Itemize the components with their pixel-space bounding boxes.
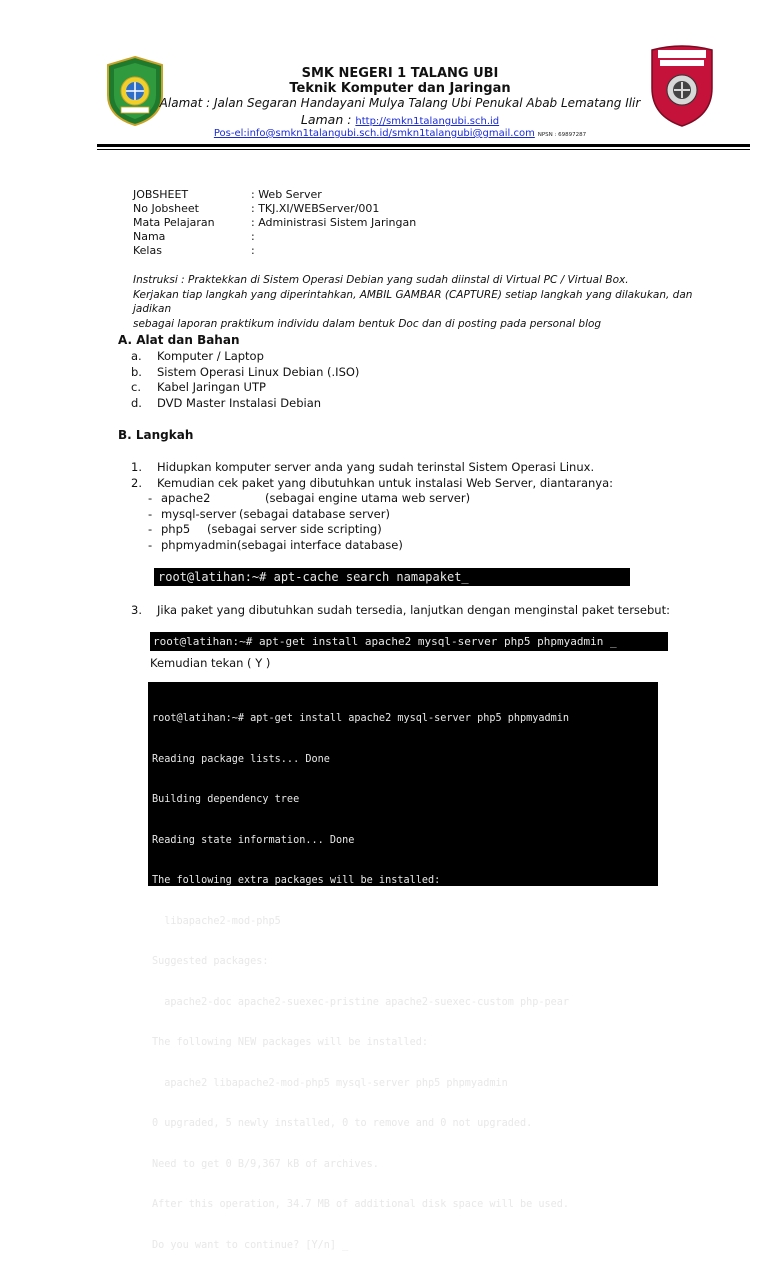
- step-number: 3.: [131, 603, 142, 617]
- step-text: Kemudian cek paket yang dibutuhkan untuk instalasi Web Server, diantaranya:: [157, 475, 614, 490]
- terminal-line: Reading state information... Done: [152, 834, 355, 846]
- package-item: [148, 507, 470, 523]
- header-divider-thick: [97, 144, 750, 147]
- instruction-line: Kerjakan tiap langkah yang diperintahkan, AMBIL GAMBAR (CAPTURE) setiap langkah yang dilakukan, dan jadikan: [133, 288, 693, 315]
- step-item: [131, 603, 670, 619]
- list-item-text: Kabel Jaringan UTP: [157, 380, 266, 394]
- step-3: [131, 603, 670, 619]
- terminal-line: Reading package lists... Done: [152, 753, 330, 765]
- terminal-line: Suggested packages:: [152, 956, 269, 967]
- info-value: : Web Server: [251, 188, 322, 201]
- info-row: [133, 244, 416, 258]
- step-item: [131, 460, 613, 476]
- website-label: Laman :: [300, 112, 356, 127]
- section-a-title: A. Alat dan Bahan: [118, 333, 240, 347]
- press-y-note: Kemudian tekan ( Y ): [150, 656, 271, 670]
- list-item: [131, 396, 359, 412]
- terminal-line: 0 upgraded, 5 newly installed, 0 to remove and 0 not upgraded.: [152, 1118, 533, 1129]
- list-item-text: Sistem Operasi Linux Debian (.ISO): [157, 364, 360, 379]
- school-address: Alamat : Jalan Segaran Handayani Mulya Talang Ubi Penukal Abab Lematang Ilir: [159, 96, 641, 110]
- steps-1-2: [131, 460, 613, 491]
- tools-list: [131, 349, 359, 411]
- info-key: Kelas: [133, 244, 162, 257]
- email-line: [150, 128, 650, 139]
- info-value: :: [251, 244, 255, 257]
- step-number: 1.: [131, 460, 142, 474]
- package-desc: (sebagai server side scripting): [207, 522, 382, 536]
- instruction-line: sebagai laporan praktikum individu dalam bentuk Doc dan di posting pada personal blog: [133, 317, 602, 330]
- package-name: mysql-server: [161, 506, 237, 521]
- website-line: [150, 112, 650, 127]
- terminal-apt-cache-screenshot: root@latihan:~# apt-cache search namapaket_: [154, 568, 630, 586]
- jobsheet-info-table: [133, 188, 416, 258]
- list-marker: a.: [131, 349, 142, 363]
- step-item: [131, 476, 613, 492]
- step-number: 2.: [131, 475, 142, 490]
- list-item: [131, 365, 359, 381]
- info-row: [133, 188, 416, 202]
- package-desc: (sebagai engine utama web server): [265, 491, 471, 505]
- terminal-line: Building dependency tree: [152, 794, 300, 805]
- header-divider-thin: [97, 149, 750, 150]
- email-link[interactable]: Pos-el:info@smkn1talangubi.sch.id/smkn1talangubi@gmail.com: [213, 128, 535, 139]
- package-list: [148, 491, 470, 553]
- terminal-line: The following NEW packages will be installed:: [152, 1037, 429, 1048]
- list-item: [131, 380, 359, 396]
- package-bullet: -: [148, 537, 153, 552]
- package-desc: (sebagai database server): [239, 506, 390, 521]
- info-key: JOBSHEET: [133, 188, 189, 201]
- school-badge-logo: [648, 44, 716, 128]
- school-name: SMK NEGERI 1 TALANG UBI: [301, 66, 499, 81]
- terminal-install-output-screenshot: [148, 682, 658, 1251]
- terminal-line: root@latihan:~# apt-get install apache2 mysql-server php5 phpmyadmin: [152, 713, 570, 724]
- instruction-line: Instruksi : Praktekkan di Sistem Operasi Debian yang sudah diinstal di Virtual PC / Virtual Box.: [133, 274, 629, 286]
- terminal-line: apache2 libapache2-mod-php5 mysql-server php5 phpmyadmin: [152, 1077, 508, 1089]
- package-name: apache2: [161, 491, 211, 505]
- list-marker: b.: [131, 364, 142, 379]
- info-row: [133, 216, 416, 230]
- terminal-line: After this operation, 34.7 MB of additional disk space will be used.: [152, 1199, 570, 1210]
- info-row: [133, 230, 416, 244]
- package-name: php5: [161, 522, 191, 536]
- terminal-line: Need to get 0 B/9,367 kB of archives.: [152, 1158, 379, 1170]
- website-link[interactable]: http://smkn1talangubi.sch.id: [355, 116, 500, 127]
- step-text: Hidupkan komputer server anda yang sudah terinstal Sistem Operasi Linux.: [157, 460, 595, 474]
- info-key: Nama: [133, 230, 166, 243]
- list-marker: c.: [131, 380, 141, 394]
- step-text: Jika paket yang dibutuhkan sudah tersedia, lanjutkan dengan menginstal paket tersebut:: [157, 603, 670, 617]
- section-b-title: B. Langkah: [118, 428, 194, 442]
- terminal-line: The following extra packages will be installed:: [152, 875, 441, 886]
- list-item-text: DVD Master Instalasi Debian: [157, 395, 322, 410]
- info-value: : Administrasi Sistem Jaringan: [251, 216, 417, 229]
- info-row: [133, 202, 416, 216]
- list-item-text: Komputer / Laptop: [157, 349, 264, 363]
- terminal-line: libapache2-mod-php5: [152, 915, 281, 927]
- instructions-block: [133, 273, 713, 331]
- list-item: [131, 349, 359, 365]
- package-item: [148, 522, 470, 538]
- terminal-line: apache2-doc apache2-suexec-pristine apache2-suexec-custom php-pear: [152, 996, 570, 1008]
- package-bullet: -: [148, 491, 153, 505]
- package-bullet: -: [148, 522, 153, 536]
- package-name: phpmyadmin: [161, 537, 237, 552]
- info-value: :: [251, 230, 255, 243]
- package-item: [148, 491, 470, 507]
- info-value: : TKJ.XI/WEBServer/001: [251, 202, 380, 215]
- package-desc: (sebagai interface database): [237, 537, 403, 552]
- terminal-apt-get-screenshot: root@latihan:~# apt-get install apache2 mysql-server php5 phpmyadmin _: [150, 632, 668, 651]
- info-key: No Jobsheet: [133, 202, 199, 215]
- terminal-line: Do you want to continue? [Y/n] _: [152, 1239, 349, 1251]
- npsn-number: NPSN : 69897287: [537, 132, 587, 138]
- department-name: Teknik Komputer dan Jaringan: [289, 81, 511, 96]
- info-key: Mata Pelajaran: [133, 216, 215, 229]
- package-bullet: -: [148, 506, 153, 521]
- list-marker: d.: [131, 395, 142, 410]
- package-item: [148, 538, 470, 554]
